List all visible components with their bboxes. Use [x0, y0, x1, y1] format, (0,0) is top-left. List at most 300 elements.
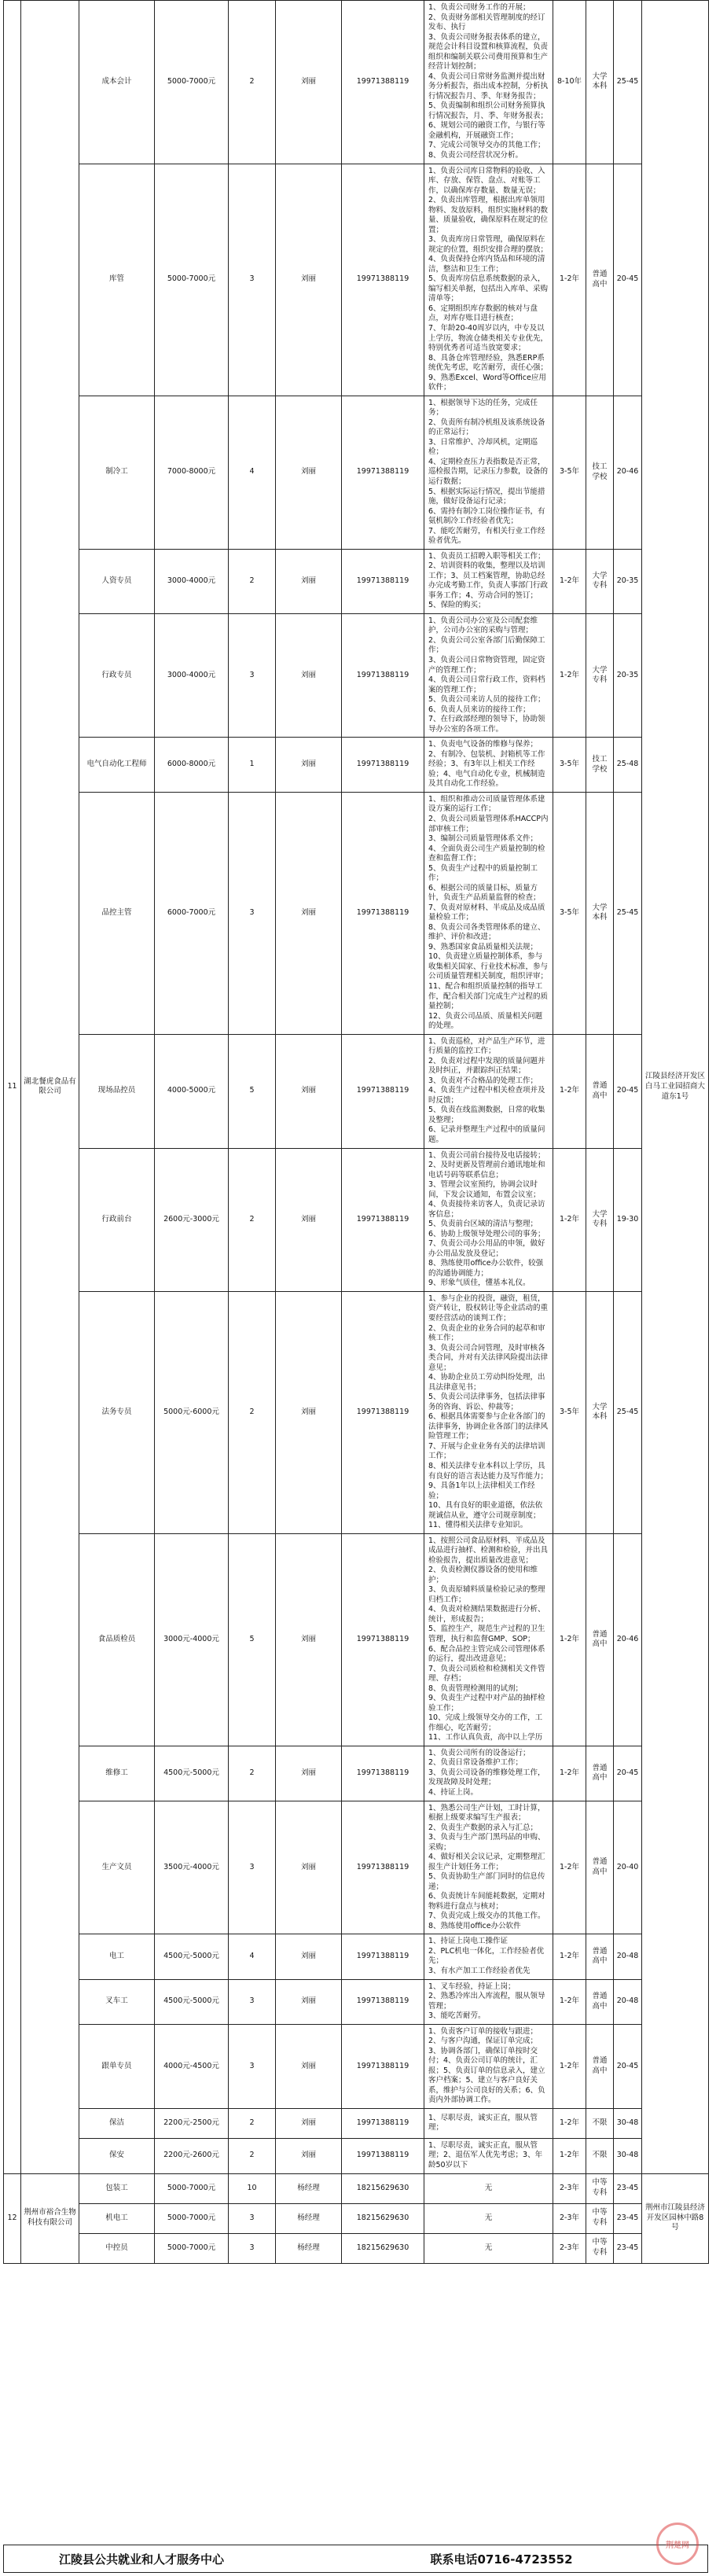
salary: 2600元-3000元	[155, 1148, 229, 1291]
education: 普通高中	[586, 1979, 614, 2024]
experience-years: 2-3年	[553, 2173, 586, 2203]
company-number: 11	[4, 1, 21, 2174]
education: 大学专科	[586, 549, 614, 613]
salary: 4500元-5000元	[155, 1746, 229, 1801]
description-line: 4、做好相关会议记录，定期整理汇报生产计划任务工作；	[428, 1853, 545, 1871]
table-row	[4, 1148, 709, 1291]
description-line: 2、负责公司公室各部门后勤保障工作；	[428, 635, 545, 655]
description-line: 8、相关法律专业本科以上学历，具有良好的语言表达能力及写作能力；	[428, 1461, 549, 1481]
headcount: 3	[229, 164, 276, 396]
education: 大学本科	[586, 792, 614, 1034]
headcount: 4	[229, 396, 276, 549]
description-line: 1、负责公司库日常物料的验收、入库、存放、保管、盘点、对账等工作，以确保库存数量、数量无误；	[428, 166, 545, 195]
contact-phone: 19971388119	[342, 2024, 424, 2108]
description-line: 4、负责公司日常财务监测并提出财务分析报告，指出成本控制，分析执行情况报告月、季、年财务报告；	[428, 72, 549, 101]
salary: 4000-5000元	[155, 1034, 229, 1148]
description-line: 6、需持有制冷工岗位操作证书，有氨机制冷工作经验者优先；	[428, 506, 545, 526]
description-line: 7、负责公司办公用品的申领，做好办公用品发放及登记；	[428, 1239, 545, 1258]
description-line: 6、根据具体需要参与企业各部门的法律事务，协调企业各部门的法律风险管理工作；	[428, 1412, 549, 1441]
table-row	[4, 549, 709, 613]
contact-person: 杨经理	[276, 2173, 342, 2203]
experience-years: 1-2年	[553, 1934, 586, 1979]
education: 普通高中	[586, 1746, 614, 1801]
table-row	[4, 2024, 709, 2108]
description-line: 6、定期组织库存数据的核对与盘点，对库存账目进行核查；	[428, 304, 538, 323]
education: 不限	[586, 2138, 614, 2173]
job-description	[424, 1934, 553, 1979]
description-line: 3、负责公司日常物资管理，固定资产的管理工作；	[428, 656, 545, 675]
description-line: 1、持证上岗电工操作证	[428, 1937, 509, 1946]
company-address: 荆州市江陵县经济开发区园林中路8号	[642, 2173, 709, 2263]
contact-person: 刘丽	[276, 2108, 342, 2138]
salary: 6000-7000元	[155, 792, 229, 1034]
headcount: 2	[229, 1148, 276, 1291]
headcount: 2	[229, 2108, 276, 2138]
company-address: 江陵县经济开发区白马工业园招商大道东1号	[642, 1, 709, 2174]
experience-years: 1-2年	[553, 1979, 586, 2024]
contact-person: 刘丽	[276, 549, 342, 613]
job-description	[424, 1148, 553, 1291]
age-range: 20-46	[614, 396, 642, 549]
contact-person: 刘丽	[276, 1801, 342, 1934]
table-row	[4, 2108, 709, 2138]
table-row	[4, 738, 709, 793]
description-line: 11、配合和组织质量控制的指导工作，配合相关部门完成生产过程的质量控制；	[428, 982, 549, 1011]
salary: 3000-4000元	[155, 549, 229, 613]
salary: 2200元-2600元	[155, 2138, 229, 2173]
job-title: 品控主管	[79, 792, 155, 1034]
description-line: 3、管理会议室预约，协调会议时间，下发会议通知，布置会议室；	[428, 1180, 541, 1199]
salary: 3000元-4000元	[155, 1533, 229, 1746]
description-line: 6、负责人员来访的接待工作；	[428, 705, 531, 714]
description-line: 3、日常维护、冷却风机，定期巡检；	[428, 437, 538, 457]
job-title: 保安	[79, 2138, 155, 2173]
contact-person: 刘丽	[276, 1148, 342, 1291]
age-range: 20-45	[614, 2024, 642, 2108]
headcount: 1	[229, 738, 276, 793]
contact-person: 刘丽	[276, 1979, 342, 2024]
contact-phone: 19971388119	[342, 738, 424, 793]
age-range: 23-45	[614, 2173, 642, 2203]
description-line: 4、负责对检测结果数据进行分析、统计，形成报告；	[428, 1605, 545, 1624]
experience-years: 1-2年	[553, 164, 586, 396]
table-row	[4, 613, 709, 737]
experience-years: 1-2年	[553, 1533, 586, 1746]
contact-person: 刘丽	[276, 1533, 342, 1746]
contact-phone: 19971388119	[342, 1801, 424, 1934]
job-title: 食品质检员	[79, 1533, 155, 1746]
contact-person: 刘丽	[276, 738, 342, 793]
description-line: 8、具备仓库管理经验，熟悉ERP系统优先考虑，吃苦耐劳，责任心强；	[428, 353, 549, 373]
description-line: 4、负责接待来访客人，负责记录访客信息；	[428, 1200, 545, 1219]
contact-phone: 19971388119	[342, 164, 424, 396]
age-range: 23-45	[614, 2233, 642, 2263]
contact-phone: 19971388119	[342, 396, 424, 549]
description-line: 11、工作认真负责，高中以上学历	[428, 1733, 543, 1742]
description-line: 9、熟悉国家食品质量相关法规；	[428, 942, 538, 951]
age-range: 25-45	[614, 1, 642, 164]
headcount: 5	[229, 1034, 276, 1148]
description-line: 3、负责与生产部门黑玛品的申购、采购；	[428, 1833, 545, 1852]
salary: 6000-8000元	[155, 738, 229, 793]
education: 大学本科	[586, 1291, 614, 1533]
description-line: 2、负责出库管理，根据出库单领用物料、发放原料，组织实施材料的数量、质量验收，确保原料在规定的位置；	[428, 196, 549, 234]
job-description	[424, 1979, 553, 2024]
headcount: 2	[229, 2138, 276, 2173]
table-row	[4, 396, 709, 549]
contact-phone: 19971388119	[342, 1034, 424, 1148]
education: 中等专科	[586, 2233, 614, 2263]
experience-years: 1-2年	[553, 549, 586, 613]
description-line: 4、负责公司日常行政工作，资料档案的管理工作；	[428, 675, 545, 694]
description-line: 11、懂得相关法律专业知识。	[428, 1521, 528, 1530]
job-description	[424, 613, 553, 737]
age-range: 20-48	[614, 1934, 642, 1979]
contact-phone: 19971388119	[342, 1, 424, 164]
description-line: 3、负责库房日常管理，确保原料在规定的位置，组织安排合理的摆放；	[428, 235, 549, 254]
description-line: 无	[484, 2213, 493, 2222]
job-description	[424, 2108, 553, 2138]
contact-phone: 19971388119	[342, 2138, 424, 2173]
contact-phone: 19971388119	[342, 1291, 424, 1533]
description-line: 2、负责日常设备维护工作；	[428, 1758, 523, 1768]
job-title: 现场品控员	[79, 1034, 155, 1148]
job-title: 行政前台	[79, 1148, 155, 1291]
table-row	[4, 1034, 709, 1148]
salary: 4000元-4500元	[155, 2024, 229, 2108]
contact-phone: 19971388119	[342, 1934, 424, 1979]
company-name: 湖北餐虎食品有限公司	[21, 1, 79, 2174]
job-description	[424, 2233, 553, 2263]
description-line: 9、形象气质佳，懂基本礼仪。	[428, 1279, 531, 1288]
salary: 5000-7000元	[155, 2173, 229, 2203]
description-line: 3、能吃苦耐劳。	[428, 2011, 486, 2021]
experience-years: 1-2年	[553, 613, 586, 737]
experience-years: 3-5年	[553, 792, 586, 1034]
description-line: 6、协助上级领导处理公司的事务；	[428, 1229, 545, 1238]
description-line: 1、负责客户订单的接收与跟进；2、与客户沟通，保证订单完成；3、协调各部门，确保订单按时交付；4、负责公司订单的统计，汇报；5、负责订单的信息录入，建立客户档案；5、建立与客户良好关系，维护与公司良好的关系；6、负责内外部协调工作。	[428, 2026, 545, 2105]
description-line: 2、负责对过程中发现的质量问题并及时纠正，并跟踪纠正结果；	[428, 1056, 545, 1076]
headcount: 3	[229, 2233, 276, 2263]
experience-years: 8-10年	[553, 1, 586, 164]
education: 技工学校	[586, 738, 614, 793]
description-line: 3、有水产加工工作经验者优先	[428, 1967, 531, 1975]
job-description	[424, 2203, 553, 2233]
description-line: 8、负责公司各类管理体系的建立、维护、评价和改进；	[428, 922, 545, 942]
footer	[3, 2545, 708, 2573]
description-line: 3、编制公司质量管理体系文件；	[428, 834, 538, 844]
table-row	[4, 2173, 709, 2203]
description-line: 3、负责公司设备的维修处理工作，发现故障及时处理；	[428, 1768, 545, 1787]
description-line: 1、负责公司财务工作的开展；	[428, 3, 531, 12]
job-title: 叉车工	[79, 1979, 155, 2024]
headcount: 5	[229, 1533, 276, 1746]
table-row	[4, 1291, 709, 1533]
headcount: 4	[229, 1934, 276, 1979]
contact-phone: 18215629630	[342, 2203, 424, 2233]
headcount: 3	[229, 2024, 276, 2108]
description-line: 1、负责公司前台接待及电话接转；	[428, 1150, 545, 1160]
age-range: 20-48	[614, 1979, 642, 2024]
experience-years: 3-5年	[553, 738, 586, 793]
description-line: 3、负责原辅料质量检验记录的整理归档工作；	[428, 1585, 545, 1604]
job-description	[424, 792, 553, 1034]
table-row	[4, 2203, 709, 2233]
salary: 4500元-5000元	[155, 1979, 229, 2024]
job-title: 库管	[79, 164, 155, 396]
job-title: 机电工	[79, 2203, 155, 2233]
description-line: 1、负责巡检，对产品生产环节，进行质量的监控工作；	[428, 1036, 545, 1056]
description-line: 5、负责生产过程中的质量控制工作；	[428, 863, 538, 883]
description-line: 8、熟练使用office办公软件，较强的沟通协调能力；	[428, 1259, 544, 1278]
education: 中等专科	[586, 2173, 614, 2203]
job-title: 人资专员	[79, 549, 155, 613]
description-line: 9、负责生产过程中对产品的抽样检验工作；	[428, 1694, 545, 1713]
description-line: 2、及时更新及管理前台通讯地址和电话号码等联系信息；	[428, 1161, 545, 1179]
age-range: 20-35	[614, 613, 642, 737]
age-range: 19-30	[614, 1148, 642, 1291]
education: 普通高中	[586, 1801, 614, 1934]
description-line: 6、根据公司的质量目标，质量方针，负责生产品质量监督的检查；	[428, 883, 541, 903]
age-range: 20-46	[614, 1533, 642, 1746]
description-line: 1、尽职尽责，诚实正直，服从管理；2、退伍军人优先考虑；3、年龄50岁以下	[428, 2140, 543, 2169]
experience-years: 1-2年	[553, 2108, 586, 2138]
table-row	[4, 2233, 709, 2263]
salary: 4500元-5000元	[155, 1934, 229, 1979]
table-row	[4, 1934, 709, 1979]
job-title: 跟单专员	[79, 2024, 155, 2108]
hotline: 联系电话0716-4723552	[430, 2552, 573, 2567]
description-line: 6、配合品控主管完成公司管理体系的运行，提出改进意见；	[428, 1644, 545, 1664]
education: 普通高中	[586, 1034, 614, 1148]
description-line: 8、负责管理检测用的试剂；	[428, 1684, 523, 1693]
salary: 3000-4000元	[155, 613, 229, 737]
service-center-name: 江陵县公共就业和人才服务中心	[59, 2552, 225, 2567]
headcount: 2	[229, 1746, 276, 1801]
description-line: 2、负责财务部相关管理制度的经订发布、执行	[428, 13, 545, 32]
description-line: 7、完成公司领导交办的其他工作；	[428, 141, 545, 150]
description-line: 1、组织和推动公司质量管理体系建设方案的运行工作；	[428, 794, 545, 814]
description-line: 7、能吃苦耐劳，有相关行业工作经验者优先。	[428, 526, 545, 546]
job-listing-table	[3, 0, 709, 2264]
experience-years: 1-2年	[553, 2138, 586, 2173]
table-row	[4, 1, 709, 164]
contact-person: 杨经理	[276, 2233, 342, 2263]
job-description	[424, 396, 553, 549]
contact-person: 刘丽	[276, 1746, 342, 1801]
education: 中等专科	[586, 2203, 614, 2233]
contact-phone: 18215629630	[342, 2233, 424, 2263]
education: 普通高中	[586, 1934, 614, 1979]
description-line: 7、负责对原材料、半成品及成品质量检验工作；	[428, 903, 545, 922]
table-row	[4, 1746, 709, 1801]
description-line: 1、按照公司食品原材料、半成品及成品进行抽样、检测和检验，并出具检验报告，提出质量改进意见；	[428, 1536, 549, 1565]
salary: 5000-7000元	[155, 1, 229, 164]
description-line: 4、协助企业员工劳动纠纷处理，出具法律意见书；	[428, 1373, 545, 1392]
description-line: 9、熟悉Excel、Word等Office应用软件；	[428, 373, 546, 392]
contact-phone: 19971388119	[342, 1533, 424, 1746]
description-line: 5、负责库房信息系统数据的录入，编写相关单据，包括出入库单、采购清单等；	[428, 274, 549, 304]
job-description	[424, 2138, 553, 2173]
table-row	[4, 164, 709, 396]
description-line: 6、记录并整理生产过程中的质量问题。	[428, 1125, 545, 1144]
description-line: 10、具有良好的职业道德，依法依规诚信从业，遵守公司规章制度；	[428, 1501, 543, 1520]
job-title: 包装工	[79, 2173, 155, 2203]
education: 技工学校	[586, 396, 614, 549]
experience-years: 1-2年	[553, 2024, 586, 2108]
table-row	[4, 1801, 709, 1934]
experience-years: 3-5年	[553, 1291, 586, 1533]
job-title: 电气自动化工程师	[79, 738, 155, 793]
job-description	[424, 1746, 553, 1801]
contact-phone: 19971388119	[342, 1979, 424, 2024]
headcount: 2	[229, 549, 276, 613]
experience-years: 2-3年	[553, 2203, 586, 2233]
job-title: 制冷工	[79, 396, 155, 549]
description-line: 9、具备1年以上法律相关工作经验；	[428, 1481, 535, 1500]
description-line: 2、负责所有制冷机组及该系统设备的正常运行；	[428, 418, 545, 437]
age-range: 20-45	[614, 1746, 642, 1801]
description-line: 2、PLC机电一体化，工作经验者优先；	[428, 1946, 545, 1966]
table-row	[4, 2138, 709, 2173]
description-line: 1、叉车经验，持证上岗；	[428, 1982, 516, 1991]
job-title: 电工	[79, 1934, 155, 1979]
description-line: 1、根据领导下达的任务，完成任务；	[428, 398, 538, 418]
job-title: 法务专员	[79, 1291, 155, 1533]
description-line: 3、负责对不合格品的处理工作；	[428, 1076, 538, 1085]
description-line: 2、熟悉冷库出入库流程，服从领导管理；	[428, 1992, 545, 2011]
description-line: 4、负责保持仓库内货品和环境的清洁，整洁和卫生工作；	[428, 255, 545, 274]
description-line: 5、负责前台区域的清洁与整理；	[428, 1220, 538, 1229]
description-line: 8、熟练使用office办公软件	[428, 1921, 521, 1930]
job-description	[424, 1533, 553, 1746]
contact-person: 刘丽	[276, 1934, 342, 1979]
description-line: 1、负责公司所有的设备运行；	[428, 1748, 531, 1757]
description-line: 5、监控生产，规范生产过程的卫生管理，执行和监督GMP、SOP；	[428, 1625, 545, 1643]
description-line: 4、全面负责公司生产质量控制的检查和监督工作；	[428, 844, 545, 863]
age-range: 30-48	[614, 2138, 642, 2173]
description-line: 1、参与企业的投资，融资，租赁，资产转让，股权转让等企业活动的重要经营活动的谈判工作；	[428, 1294, 549, 1323]
job-description	[424, 164, 553, 396]
age-range: 20-35	[614, 549, 642, 613]
description-line: 无	[484, 2243, 493, 2252]
contact-person: 刘丽	[276, 164, 342, 396]
description-line: 7、负责完成上级交办的其他工作。	[428, 1912, 545, 1921]
description-line: 5、根据实际运行情况，提出节能措施，做好设备运行记录；	[428, 487, 545, 506]
contact-phone: 19971388119	[342, 2108, 424, 2138]
job-title: 维修工	[79, 1746, 155, 1801]
salary: 5000-7000元	[155, 2203, 229, 2233]
headcount: 3	[229, 792, 276, 1034]
contact-person: 刘丽	[276, 1, 342, 164]
description-line: 12、负责公司品质、质量相关问题的处理。	[428, 1011, 543, 1031]
description-line: 7、负责公司质检和检测相关文件管理、存档；	[428, 1664, 545, 1684]
contact-phone: 19971388119	[342, 1746, 424, 1801]
table-row	[4, 792, 709, 1034]
description-line: 2、负责检测仪器设备的使用和维护；	[428, 1566, 538, 1584]
education: 普通高中	[586, 164, 614, 396]
headcount: 3	[229, 1979, 276, 2024]
contact-person: 刘丽	[276, 2138, 342, 2173]
description-line: 5、负责公司来访人员的接待工作；	[428, 695, 545, 705]
description-line: 1、负责公司办公室及公司配套维护，公司办公室的采购与管理；	[428, 616, 538, 635]
age-range: 20-40	[614, 1801, 642, 1934]
description-line: 1、熟悉公司生产计划，工时计算，根据上级要求编写生产报表；	[428, 1803, 545, 1823]
watermark-logo	[643, 2523, 712, 2573]
job-description	[424, 549, 553, 613]
headcount: 3	[229, 1801, 276, 1934]
company-number: 12	[4, 2173, 21, 2263]
salary: 2200元-2500元	[155, 2108, 229, 2138]
contact-phone: 19971388119	[342, 1148, 424, 1291]
description-line: 1、负责员工招聘入职等相关工作；2、培训资料的收集，整理以及培训工作；3、员工档案管理，协助总经办完成考勤工作，负责人事部门行政事务工作；4、劳动合同的签订；5、保险的购买；	[428, 551, 549, 610]
description-line: 5、负责公司法律事务，包括法律事务的咨询、诉讼、仲裁等；	[428, 1393, 545, 1411]
description-line: 2、负责生产数据的录入与汇总；	[428, 1823, 538, 1832]
description-line: 4、持证上岗。	[428, 1787, 479, 1797]
contact-phone: 19971388119	[342, 613, 424, 737]
headcount: 3	[229, 2203, 276, 2233]
job-description	[424, 1, 553, 164]
salary: 5000元-6000元	[155, 1291, 229, 1533]
description-line: 4、负责生产过程中相关检查项并及时反馈；	[428, 1086, 545, 1105]
contact-person: 刘丽	[276, 1034, 342, 1148]
experience-years: 1-2年	[553, 1801, 586, 1934]
headcount: 10	[229, 2173, 276, 2203]
education: 大学专科	[586, 613, 614, 737]
headcount: 2	[229, 1, 276, 164]
headcount: 2	[229, 1291, 276, 1533]
watermark-seal-icon: 荆楚网	[656, 2523, 699, 2565]
age-range: 25-48	[614, 738, 642, 793]
job-description	[424, 1801, 553, 1934]
contact-person: 刘丽	[276, 2024, 342, 2108]
company-name: 荆州市裕合生物科技有限公司	[21, 2173, 79, 2263]
salary: 5000-7000元	[155, 2233, 229, 2263]
description-line: 8、负责公司经营状况分析。	[428, 150, 523, 160]
description-line: 5、负责在线监测数据，日常的收集及整理；	[428, 1106, 545, 1124]
description-line: 6、负责统计车间能耗数据，定期对物料进行盘点与核对；	[428, 1892, 545, 1911]
education: 普通高中	[586, 2024, 614, 2108]
table-row	[4, 1533, 709, 1746]
age-range: 25-45	[614, 1291, 642, 1533]
job-description	[424, 1034, 553, 1148]
description-line: 1、负责电气设备的维修与保养；2、有制冷、包装机、封箱机等工作经验；3、有3年以上相关工作经验；4、电气自动化专业，机械制造及其自动化工作经验。	[428, 740, 545, 789]
age-range: 20-45	[614, 164, 642, 396]
job-description	[424, 738, 553, 793]
education: 普通高中	[586, 1533, 614, 1746]
job-description	[424, 2024, 553, 2108]
description-line: 5、负责编制和组织公司财务预算执行情况报告，月、季、年财务报表；	[428, 101, 549, 120]
description-line: 无	[484, 2183, 493, 2192]
contact-person: 刘丽	[276, 1291, 342, 1533]
description-line: 7、年龄20-40周岁以内，中专及以上学历，物流仓储类相关专业优先，特别优秀者可适当放宽要求；	[428, 324, 549, 353]
job-title: 生产文员	[79, 1801, 155, 1934]
education: 大学专科	[586, 1148, 614, 1291]
contact-phone: 18215629630	[342, 2173, 424, 2203]
table-row	[4, 1979, 709, 2024]
description-line: 7、在行政部经理的领导下，协助领导办公室的各项工作。	[428, 715, 545, 734]
experience-years: 2-3年	[553, 2233, 586, 2263]
description-line: 3、负责公司财务报表体系的建立，规范会计科目设置和核算流程，负责组织和编制关联公司费用预算和生产经营计划控制；	[428, 32, 549, 72]
experience-years: 3-5年	[553, 396, 586, 549]
contact-person: 刘丽	[276, 613, 342, 737]
education: 大学本科	[586, 1, 614, 164]
description-line: 10、完成上级领导交办的工作，工作细心，吃苦耐劳；	[428, 1713, 543, 1732]
description-line: 3、负责公司合同管理，及时审核各类合同，并对有关法律风险提出法律意见；	[428, 1343, 549, 1372]
age-range: 23-45	[614, 2203, 642, 2233]
job-description	[424, 1291, 553, 1533]
headcount: 3	[229, 613, 276, 737]
